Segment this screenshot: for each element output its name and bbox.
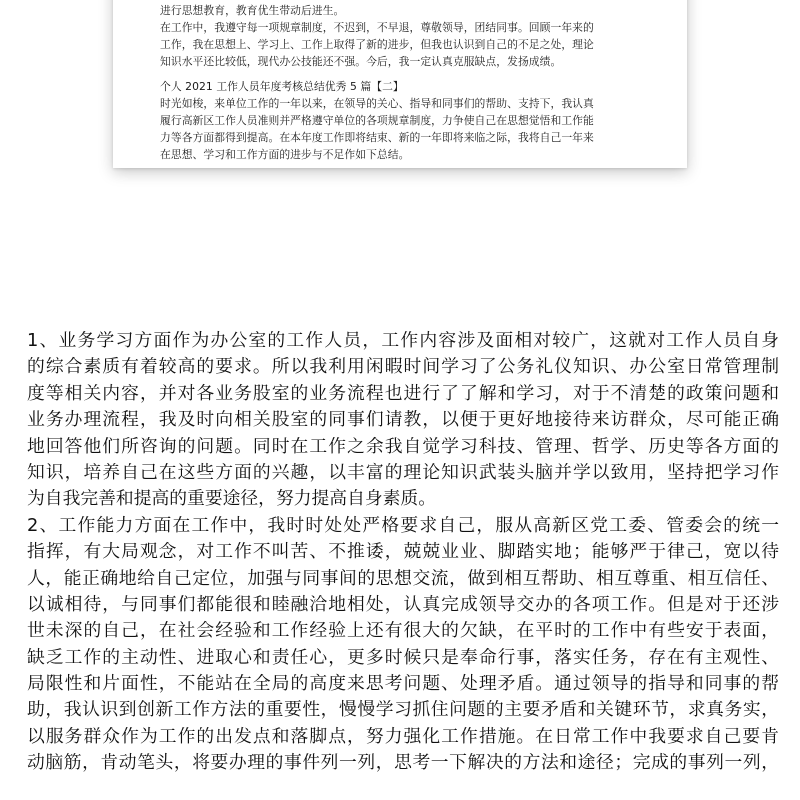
paragraph-2-line: 局限性和片面性，不能站在全局的高度来思考问题、处理矛盾。通过领导的指导和同事的帮 [27, 673, 779, 695]
paragraph-2-line: 2、工作能力方面在工作中，我时时处处严格要求自己，服从高新区党工委、管委会的统一 [27, 514, 779, 536]
paragraph-2-line: 缺乏工作的主动性、进取心和责任心，更多时候只是奉命行事，落实任务，存在有主观性、 [27, 646, 779, 668]
paragraph-2-line: 人，能正确地给自己定位，加强与同事间的思想交流，做到相互帮助、相互尊重、相互信任、 [27, 567, 779, 589]
paragraph-1-line: 业务办理流程，我及时向相关股室的同事们请教，以便于更好地接待来访群众，尽可能正确 [27, 409, 779, 431]
thumbnail-text [160, 2, 640, 163]
paragraph-1-line: 度等相关内容，并对各业务股室的业务流程也进行了了解和学习，对于不清楚的政策问题和 [27, 382, 779, 404]
paragraph-2-line: 以服务群众作为工作的出发点和落脚点，努力强化工作措施。在日常工作中我要求自己要肯 [27, 725, 779, 747]
thumbnail-line: 进行思想教育，教育优生带动后进生。 [160, 4, 345, 17]
paragraph-1-line: 地回答他们所咨询的问题。同时在工作之余我自觉学习科技、管理、哲学、历史等各方面的 [27, 435, 779, 457]
thumbnail-line: 在思想、学习和工作方面的进步与不足作如下总结。 [160, 148, 410, 161]
body-text [27, 328, 779, 777]
paragraph-2-line: 助，我认识到创新工作方法的重要性，慢慢学习抓住问题的主要矛盾和关键环节，求真务实， [27, 699, 779, 721]
paragraph-1-line: 知识，培养自己在这些方面的兴趣，以丰富的理论知识武装头脑并学以致用，坚持把学习作 [27, 461, 779, 483]
thumbnail-section-title: 个人 2021 工作人员年度考核总结优秀 5 篇【二】 [160, 80, 404, 93]
thumbnail-line: 知识水平还比较低，现代办公技能还不强。今后，我一定认真克服缺点，发扬成绩。 [160, 55, 562, 68]
thumbnail-line: 在工作中，我遵守每一项规章制度，不迟到，不早退，尊敬领导，团结同事。回顾一年来的 [160, 21, 594, 34]
thumbnail-line: 时光如梭，来单位工作的一年以来，在领导的关心、指导和同事们的帮助、支持下，我认真 [160, 97, 594, 110]
thumbnail-line: 工作，我在思想上、学习上、工作上取得了新的进步，但我也认识到自己的不足之处，理论 [160, 38, 594, 51]
paragraph-1-line: 1、业务学习方面作为办公室的工作人员，工作内容涉及面相对较广，这就对工作人员自身 [27, 330, 779, 351]
paragraph-2-line: 以诚相待，与同事们都能很和睦融洽地相处，认真完成领导交办的各项工作。但是对于还涉 [27, 593, 779, 615]
paragraph-1-line: 为自我完善和提高的重要途径，努力提高自身素质。 [27, 488, 436, 510]
thumbnail-line: 履行高新区工作人员准则并严格遵守单位的各项规章制度，力争使自己在思想觉悟和工作能 [160, 114, 594, 127]
paragraph-2-line: 世未深的自己，在社会经验和工作经验上还有很大的欠缺，在平时的工作中有些安于表面， [27, 620, 779, 642]
paragraph-2-line: 动脑筋，肯动笔头，将要办理的事件列一列，思考一下解决的方法和途径；完成的事列一列， [27, 752, 779, 774]
thumbnail-line: 力等各方面都得到提高。在本年度工作即将结束、新的一年即将来临之际，我将自己一年来 [160, 131, 594, 144]
paragraph-1-line: 的综合素质有着较高的要求。所以我利用闲暇时间学习了公务礼仪知识、办公室日常管理制 [27, 356, 779, 378]
document-thumbnail [113, 0, 687, 168]
paragraph-2-line: 指挥，有大局观念，对工作不叫苦、不推诿，兢兢业业、脚踏实地；能够严于律己，宽以待 [27, 541, 779, 563]
